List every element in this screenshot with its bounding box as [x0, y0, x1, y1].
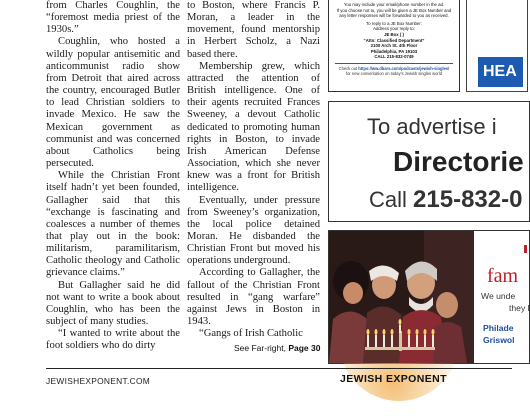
advertise-call: Call: [369, 187, 407, 212]
photo-ad-line-4: Griswol: [483, 335, 515, 345]
article-paragraph: According to Gallagher, the fallout of the Christian Front resulted in “gang warfare” against Jews in Boston in 1943.: [187, 267, 320, 328]
photo-ad-headline: fam: [487, 265, 519, 287]
classified-attn: “Attn: Classified Department”: [363, 37, 425, 43]
article-column-1: [46, 0, 180, 353]
podcast-link[interactable]: https://ww.dbars.com/podcasts/jewish-singles/: [358, 65, 450, 71]
advertise-ad: [328, 101, 530, 222]
classified-line: any letter responses will be forwarded to you as received.: [339, 13, 449, 19]
advertise-line-1: To advertise i: [367, 114, 497, 139]
red-accent: [524, 245, 527, 253]
footer-masthead: JEWISH EXPONENT: [340, 373, 447, 385]
family-menorah-photo: [329, 231, 474, 363]
advertise-line-3: [369, 186, 522, 214]
classified-line: You may include your email/phone number in the ad.: [343, 2, 445, 7]
jump-page: Page 30: [288, 343, 321, 353]
classified-line: If you choose not to, you will be given a JE Box Number and: [336, 7, 452, 13]
footer-website: JEWISHEXPONENT.COM: [46, 376, 151, 386]
photo-ad-line-2: they l: [509, 303, 530, 313]
article-paragraph: “I wanted to write about the foot soldiers who do dirty: [46, 328, 180, 352]
photo-ad-line-3: Philade: [483, 323, 514, 333]
article-paragraph: from Charles Coughlin, the “foremost media priest of the 1930s.”: [46, 0, 180, 36]
article-paragraph: “Gangs of Irish Catholic: [199, 328, 303, 340]
photo-ad: [328, 230, 530, 364]
classified-line: Address your reply to:: [373, 26, 415, 32]
article-paragraph: to Boston, where Francis P. Moran, a leader in the movement, found mentorship in Herbert Scholz, a Nazi based there.: [187, 0, 320, 60]
advertise-phone: 215-832-0: [413, 186, 523, 213]
divider: [335, 63, 453, 64]
advertise-line-2: Directorie: [393, 146, 524, 177]
article-column-2: [187, 0, 320, 340]
classified-street: 2100 Arch St. 4th Floor: [370, 43, 418, 49]
classified-city: Philadelphia, PA 19103: [370, 48, 418, 54]
podcast-suffix: for new conversation on today’s Jewish singles world: [346, 70, 442, 76]
jump-line: [234, 343, 320, 353]
jump-text: See Far-right,: [234, 343, 286, 353]
podcast-prefix: Check out: [338, 65, 358, 71]
article-paragraph: Membership grew, which attracted the attention of British intelligence. One of their agents recruited Frances Sweeney, a devout Catholic dedicated to promoting human rights in Boston, to invade Irish American Defense Association, which she never knew was a front for British intelligence.: [187, 60, 320, 194]
article-paragraph: Eventually, under pressure from Sweeney’s organization, the local police detained Moran. He disbanded the Christian Front but moved his operations underground.: [187, 194, 320, 267]
side-banner: HEA: [478, 57, 523, 87]
classified-ad: [328, 0, 460, 92]
photo-ad-line-1: We unde: [481, 291, 516, 301]
classified-line: To reply to a JE Box Number:: [366, 20, 422, 26]
article-paragraph: While the Christian Front itself hadn’t yet been founded, Gallagher said that this “exchange is fascinating and coalesces a number of themes that play out in the book: militarism, paramilitarism, Catholic theology and Catholic grievance claims.”: [46, 170, 180, 279]
article-paragraph: But Gallagher said he did not want to write a book about Coughlin, who has been the subject of many studies.: [46, 279, 180, 328]
article-paragraph: Coughlin, who hosted a wildly popular antisemitic and anticommunist radio show from Detroit that aired across the country, encouraged Butler to lead Christian soldiers to invade Mexico. He saw the Mexican government as communist and was concerned about Catholics being persecuted.: [46, 36, 180, 170]
classified-box-label: JE Box ( ): [384, 31, 404, 37]
footer-rule: [46, 368, 512, 369]
classified-phone: CALL 215-832-0749: [374, 54, 414, 60]
